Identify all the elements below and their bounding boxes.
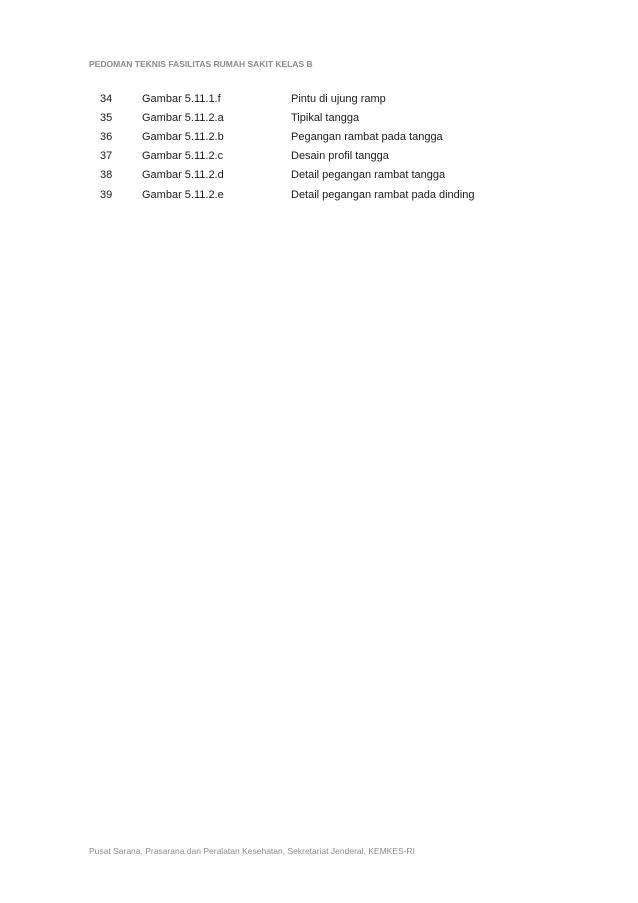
figure-number: 34 [100,92,113,105]
page-header: PEDOMAN TEKNIS FASILITAS RUMAH SAKIT KELAS B [89,59,313,69]
figure-title: Pintu di ujung ramp [291,92,386,105]
figure-title: Desain profil tangga [291,150,389,163]
figure-reference: Gambar 5.11.2.d [142,169,224,182]
table-row [89,166,509,185]
figure-number: 36 [100,130,113,143]
figure-reference: Gambar 5.11.1.f [142,92,221,105]
figure-reference: Gambar 5.11.2.e [142,188,224,201]
table-row [89,147,509,166]
page-footer: Pusat Sarana, Prasarana dan Peralatan Kesehatan, Sekretariat Jenderal, KEMKES-RI [89,846,416,856]
figure-number: 38 [100,169,113,182]
figure-number: 39 [100,188,113,201]
figure-title: Tipikal tangga [291,111,360,124]
figure-number: 35 [100,111,113,124]
figure-list-table [89,89,509,204]
figure-reference: Gambar 5.11.2.c [142,150,224,163]
figure-title: Pegangan rambat pada tangga [291,130,443,143]
table-row [89,108,509,127]
table-row [89,185,509,204]
figure-number: 37 [100,150,113,163]
figure-title: Detail pegangan rambat tangga [291,169,446,182]
figure-reference: Gambar 5.11.2.a [142,111,224,124]
figure-title: Detail pegangan rambat pada dinding [291,188,475,201]
figure-reference: Gambar 5.11.2.b [142,130,224,143]
table-row [89,127,509,146]
table-row [89,89,509,108]
